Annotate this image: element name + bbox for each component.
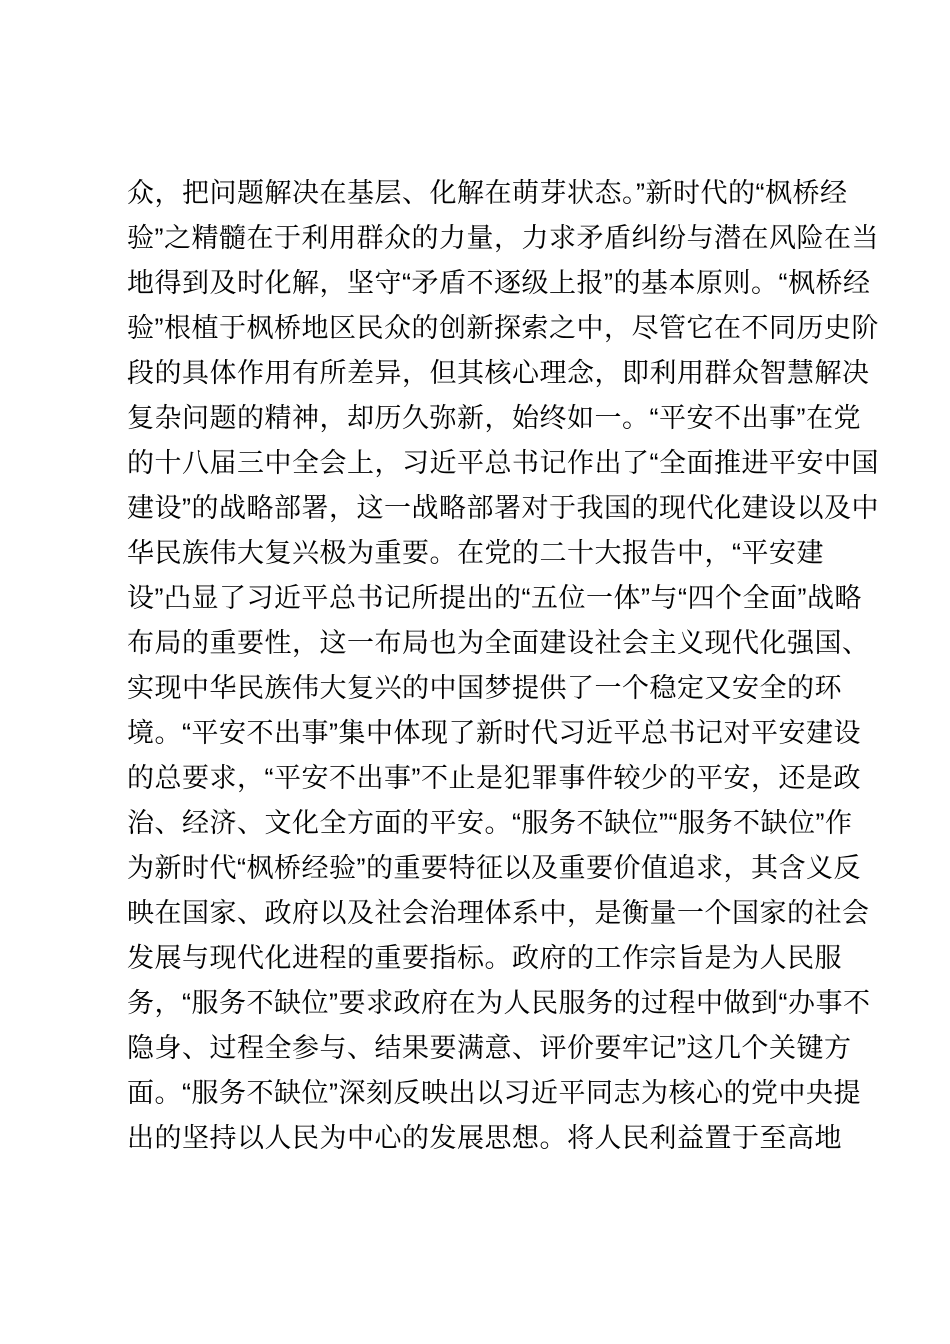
- text-line: 华民族伟大复兴极为重要。在党的二十大报告中，“平安建: [127, 538, 824, 568]
- text-line: 建设”的战略部署，这一战略部署对于我国的现代化建设以及中: [127, 493, 879, 523]
- text-line: 境。“平安不出事”集中体现了新时代习近平总书记对平安建设: [127, 718, 861, 748]
- text-line: 众，把问题解决在基层、化解在萌芽状态。”新时代的“枫桥经: [127, 178, 848, 208]
- document-text-block: [127, 171, 879, 1161]
- text-line: 映在国家、政府以及社会治理体系中，是衡量一个国家的社会: [127, 898, 870, 928]
- text-line: 发展与现代化进程的重要指标。政府的工作宗旨是为人民服: [127, 943, 842, 973]
- text-line: 的总要求，“平安不出事”不止是犯罪事件较少的平安，还是政: [127, 763, 861, 793]
- text-line: 复杂问题的精神，却历久弥新，始终如一。“平安不出事”在党: [127, 403, 861, 433]
- text-line: 为新时代“枫桥经验”的重要特征以及重要价值追求，其含义反: [127, 853, 861, 883]
- text-line: 治、经济、文化全方面的平安。“服务不缺位”“服务不缺位”作: [127, 808, 853, 838]
- text-line: 务，“服务不缺位”要求政府在为人民服务的过程中做到“办事不: [127, 988, 871, 1018]
- text-line: 设”凸显了习近平总书记所提出的“五位一体”与“四个全面”战略: [127, 583, 862, 613]
- text-line: 验”根植于枫桥地区民众的创新探索之中，尽管它在不同历史阶: [127, 313, 879, 343]
- text-line: 段的具体作用有所差异，但其核心理念，即利用群众智慧解决: [127, 358, 870, 388]
- text-line: 面。“服务不缺位”深刻反映出以习近平同志为核心的党中央提: [127, 1078, 861, 1108]
- text-line: 出的坚持以人民为中心的发展思想。将人民利益置于至高地: [127, 1123, 842, 1153]
- text-line: 地得到及时化解，坚守“矛盾不逐级上报”的基本原则。“枫桥经: [127, 268, 871, 298]
- text-line: 验”之精髓在于利用群众的力量，力求矛盾纠纷与潜在风险在当: [127, 223, 879, 253]
- text-line: 隐身、过程全参与、结果要满意、评价要牢记”这几个关键方: [127, 1033, 852, 1063]
- text-line: 的十八届三中全会上，习近平总书记作出了“全面推进平安中国: [127, 448, 879, 478]
- text-line: 实现中华民族伟大复兴的中国梦提供了一个稳定又安全的环: [127, 673, 842, 703]
- text-line: 布局的重要性，这一布局也为全面建设社会主义现代化强国、: [127, 628, 870, 658]
